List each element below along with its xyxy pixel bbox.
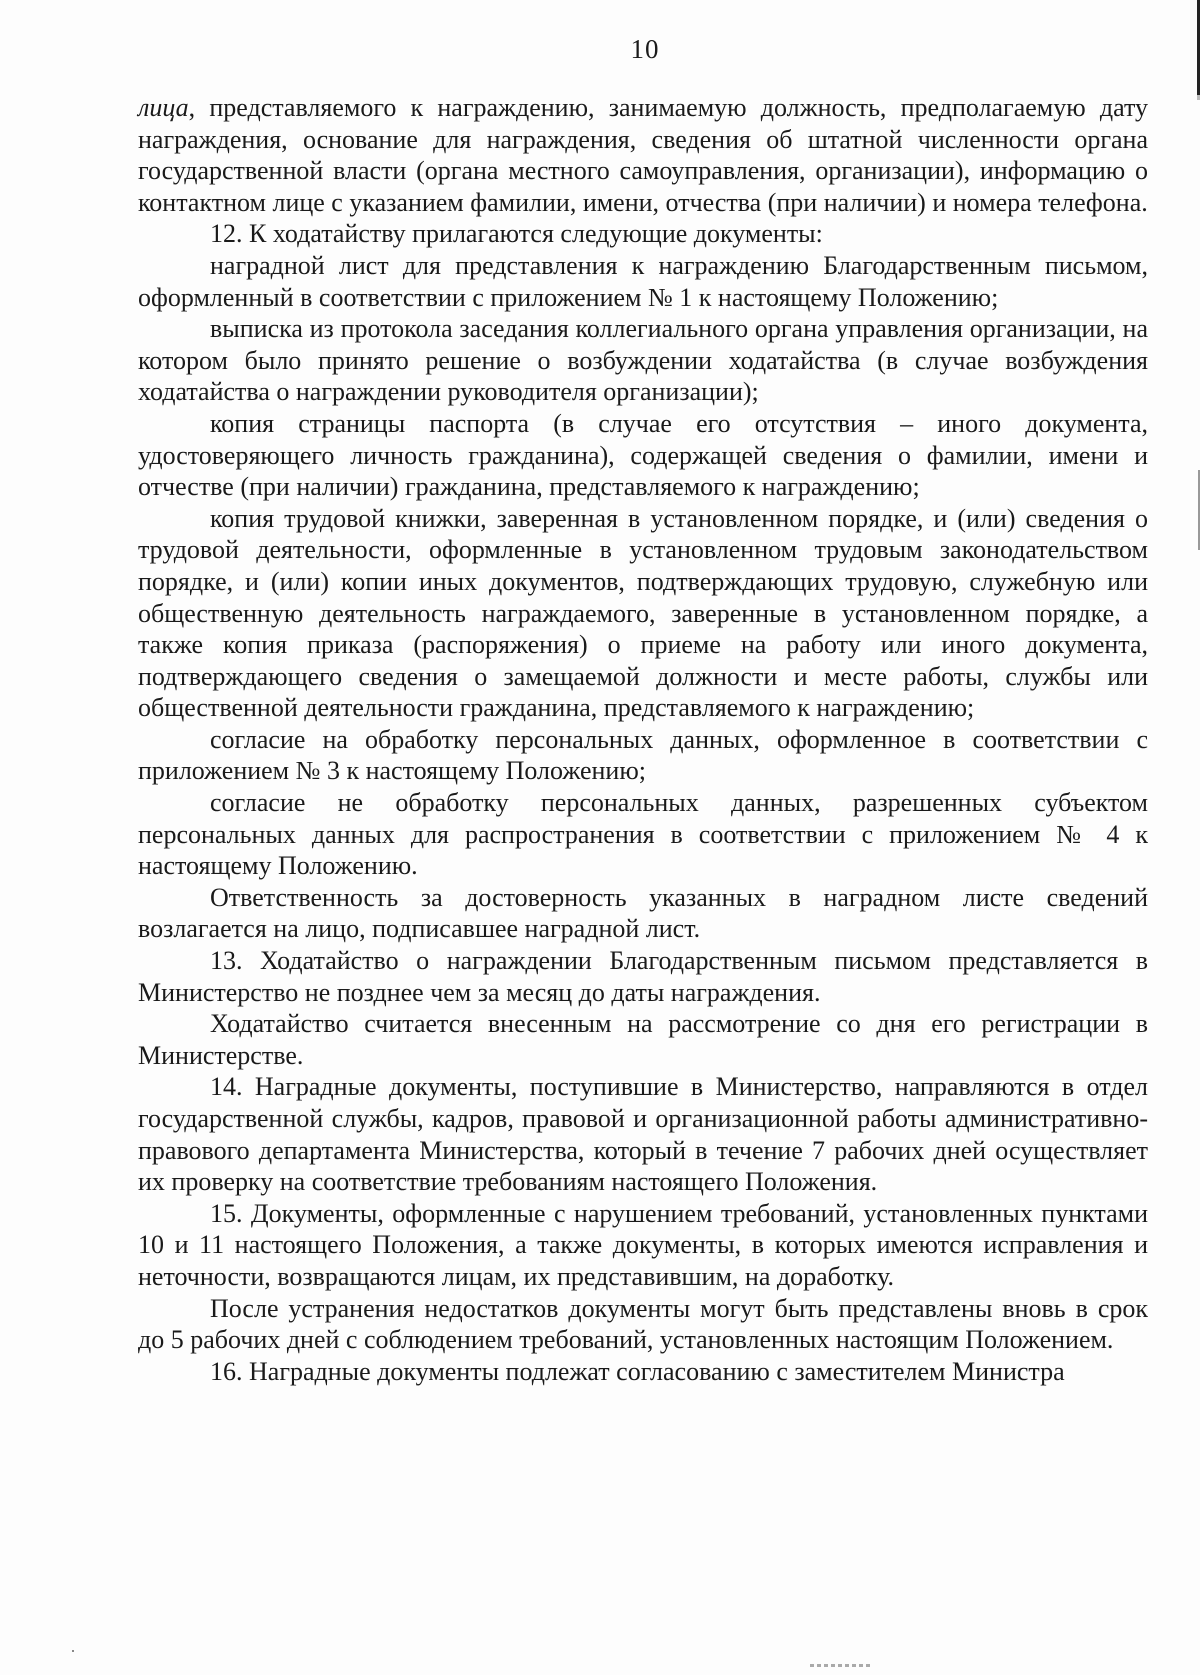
paragraph-item-12: 12. К ходатайству прилагаются следующие документы: (210, 219, 823, 249)
paragraph-consent-processing: согласие на обработку персональных данных, оформленное в соответствии с приложением № 3 к настоящему Положению; (138, 724, 1148, 786)
page-number: 10 (630, 34, 660, 64)
paragraph-registration: Ходатайство считается внесенным на рассмотрение со дня его регистрации в Министерстве. (138, 1009, 1148, 1070)
paragraph-text: , представляемого к награждению, занимаемую должность, предполагаемую дату награждения, основание для награждения, сведения об штатной численности органа государственной власти (органа местного самоуправления, организации), информацию о контактном лице с указанием фамилии, имени, отчества (при наличии) и номера телефона. (138, 93, 1148, 217)
paragraph-responsibility: Ответственность за достоверность указанных в наградном листе сведений возлагается на лицо, подписавшее наградной лист. (138, 882, 1148, 944)
paragraph-passport-copy: копия страницы паспорта (в случае его отсутствия – иного документа, удостоверяющего личность гражданина), содержащей сведения о фамилии, имени и отчестве (при наличии) гражданина, представляемого к награждению; (138, 408, 1148, 502)
scan-bottom-mark (810, 1664, 870, 1667)
paragraph-item-15: 15. Документы, оформленные с нарушением требований, установленных пунктами 10 и 11 настоящего Положения, а также документы, в которых имеются исправления и неточности, возвращаются лицам, их представившим, на доработку. (138, 1198, 1148, 1291)
paragraph-protocol-extract: выписка из протокола заседания коллегиального органа управления организации, на котором было принято решение о возбуждении ходатайства (в случае возбуждения ходатайства о награждении руководителя организации); (138, 314, 1148, 407)
paragraph-item-14: 14. Наградные документы, поступившие в Министерство, направляются в отдел государственной службы, кадров, правовой и организационной работы административно-правового департамента Министерства, который в течение 7 рабочих дней осуществляет их проверку на соответствие требованиям настоящего Положения. (138, 1072, 1148, 1197)
paragraph-continuation (138, 92, 1148, 218)
paragraph-resubmission: После устранения недостатков документы могут быть представлены вновь в срок до 5 рабочих дней с соблюдением требований, установленных настоящим Положением. (138, 1293, 1148, 1355)
paragraph-item-16: 16. Наградные документы подлежат согласованию с заместителем Министра (210, 1356, 1065, 1386)
paragraph-award-sheet: наградной лист для представления к награждению Благодарственным письмом, оформленный в соответствии с приложением № 1 к настоящему Положению; (138, 250, 1148, 312)
paragraph-item-13: 13. Ходатайство о награждении Благодарственным письмом представляется в Министерство не позднее чем за месяц до даты награждения. (138, 946, 1148, 1007)
document-body (138, 92, 1148, 1387)
italic-word: лица (138, 93, 189, 122)
scan-speck (72, 1650, 74, 1652)
paragraph-work-book-copy: копия трудовой книжки, заверенная в установленном порядке, и (или) сведения о трудовой деятельности, оформленные в установленном трудовым законодательством порядке, и (или) копии иных документов, подтверждающих трудовую, служебную или общественную деятельность награждаемого, заверенные в установленном порядке, а также копия приказа (распоряжения) о приеме на работу или иного документа, подтверждающего сведения о замещаемой должности и месте работы, службы или общественной деятельности гражданина, представляемого к награждению; (138, 503, 1148, 723)
paragraph-consent-distribution: согласие не обработку персональных данных, разрешенных субъектом персональных данных для распространения в соответствии с приложением № 4 к настоящему Положению. (138, 788, 1148, 881)
